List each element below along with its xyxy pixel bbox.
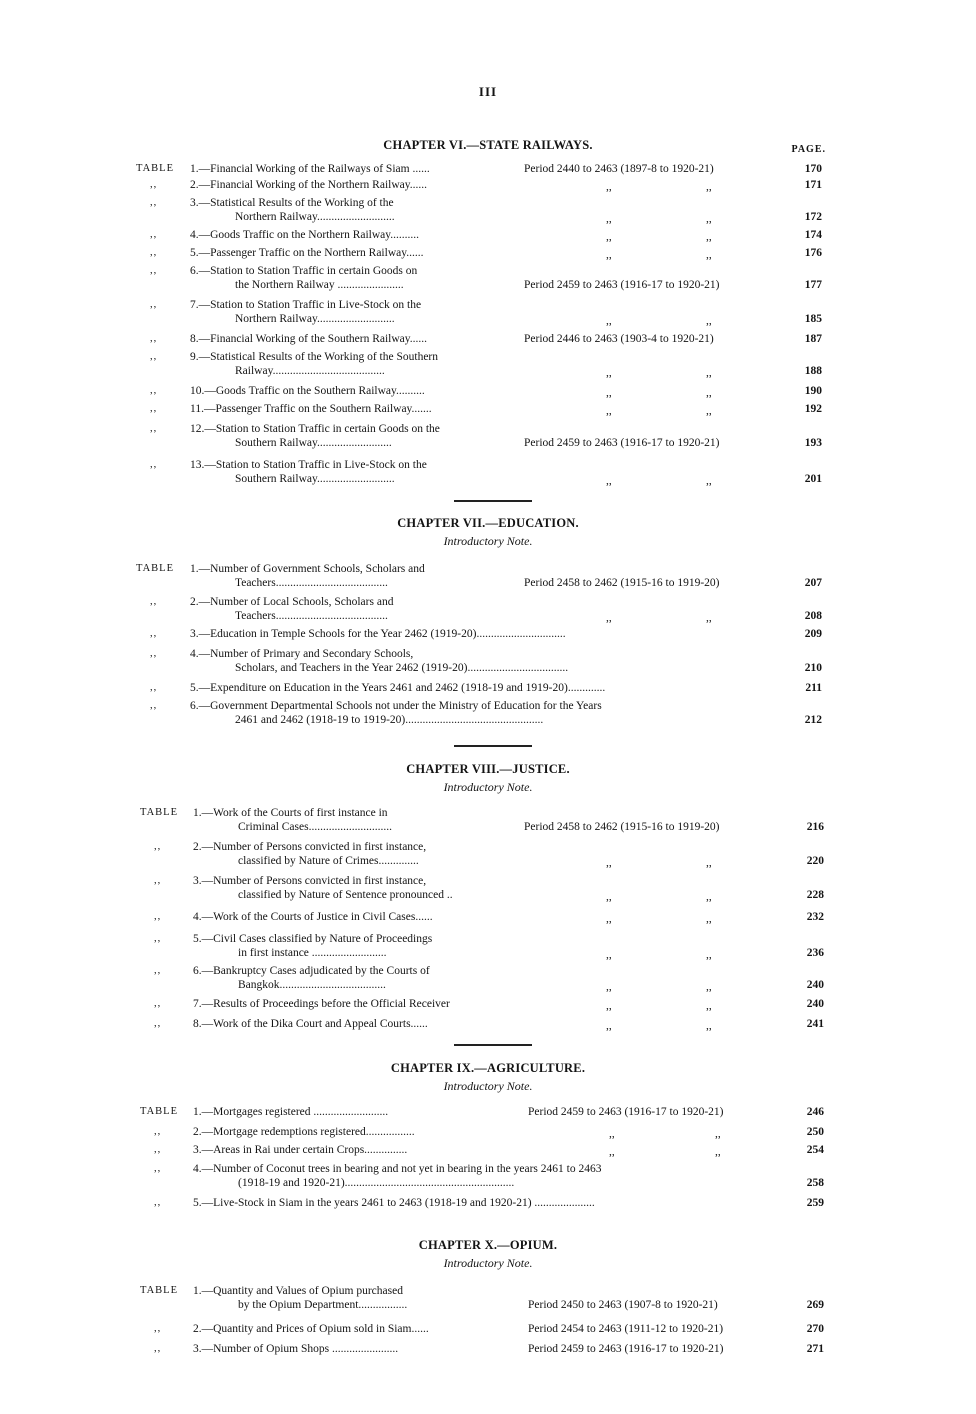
ditto-mark: ,,	[606, 475, 612, 487]
ditto-mark: ,,	[706, 981, 712, 993]
entry-line-continued: Teachers.......................................	[235, 610, 388, 622]
period-range: Period 2454 to 2463 (1911-12 to 1920-21)	[528, 1323, 724, 1335]
chapter-title: CHAPTER VIII.—JUSTICE.	[406, 762, 570, 776]
ditto-mark: ,,	[606, 213, 612, 225]
entry-line: 2.—Number of Local Schools, Scholars and	[190, 596, 394, 608]
period-range: Period 2459 to 2463 (1916-17 to 1920-21)	[528, 1106, 724, 1118]
page-number-ref: 208	[804, 610, 822, 622]
entry-title	[190, 228, 419, 242]
ditto-mark: ,,	[606, 181, 612, 193]
entry-line-continued: Southern Railway..........................	[235, 437, 392, 449]
ditto-mark: ,,	[606, 891, 612, 903]
entry-line: 7.—Station to Station Traffic in Live-Stock on the	[190, 299, 422, 311]
ditto-mark: ,,	[609, 1146, 615, 1158]
ditto-mark: ,,	[715, 1128, 721, 1140]
ditto-mark: ,,	[606, 315, 612, 327]
chapter-title: CHAPTER X.—OPIUM.	[418, 1238, 558, 1252]
entry-title	[193, 840, 426, 868]
entry-line: 4.—Goods Traffic on the Northern Railway..........	[190, 229, 420, 241]
ditto-mark: ,,	[150, 628, 158, 639]
chapter-divider	[454, 1044, 532, 1046]
entry-line-continued: Teachers.......................................	[235, 577, 388, 589]
page-number-ref: 209	[804, 628, 822, 640]
page-number-ref: 176	[804, 247, 822, 259]
chapter-divider	[454, 500, 532, 502]
period-range: Period 2458 to 2462 (1915-16 to 1919-20)	[524, 821, 720, 833]
entry-line: 5.—Passenger Traffic on the Northern Railway......	[190, 247, 424, 259]
entry-title	[190, 402, 432, 416]
ditto-mark: ,,	[609, 1128, 615, 1140]
ditto-mark: ,,	[150, 333, 158, 344]
entry-title	[190, 595, 393, 623]
ditto-mark: ,,	[150, 648, 158, 659]
page-number-ref: 250	[806, 1126, 824, 1138]
ditto-mark: ,,	[150, 700, 158, 711]
ditto-mark: ,,	[606, 949, 612, 961]
page-number-ref: 188	[804, 365, 822, 377]
ditto-mark: ,,	[606, 231, 612, 243]
entry-line: 3.—Areas in Rai under certain Crops...............	[193, 1144, 408, 1156]
entry-title	[190, 681, 605, 695]
period-range: Period 2459 to 2463 (1916-17 to 1920-21)	[524, 437, 720, 449]
introductory-note: Introductory Note.	[443, 534, 533, 548]
entry-title	[190, 178, 427, 192]
ditto-mark: ,,	[150, 596, 158, 607]
entry-line: 1.—Financial Working of the Railways of Siam ......	[190, 163, 430, 175]
chapter-viii-heading	[0, 762, 976, 795]
entry-line-continued: Southern Railway...........................	[235, 473, 395, 485]
chapter-title: CHAPTER VI.—STATE RAILWAYS.	[383, 138, 593, 152]
entry-title	[190, 422, 440, 450]
ditto-mark: ,,	[606, 857, 612, 869]
ditto-mark: ,,	[706, 1020, 712, 1032]
entry-line-continued: Northern Railway...........................	[235, 313, 395, 325]
entry-title	[193, 910, 433, 924]
chapter-ix-heading	[0, 1061, 976, 1094]
entry-line-continued: Bangkok.....................................	[238, 979, 386, 991]
entry-title	[193, 997, 450, 1011]
entry-title	[190, 458, 427, 486]
introductory-note: Introductory Note.	[443, 780, 533, 794]
entry-line-continued: Northern Railway...........................	[235, 211, 395, 223]
ditto-mark: ,,	[154, 841, 162, 852]
ditto-mark: ,,	[150, 299, 158, 310]
ditto-mark: ,,	[150, 423, 158, 434]
entry-title	[190, 562, 425, 590]
page-number-ref: 193	[804, 437, 822, 449]
entry-line: 1.—Number of Government Schools, Scholars and	[190, 563, 425, 575]
table-label: TABLE	[140, 1285, 178, 1296]
entry-line: 6.—Government Departmental Schools not under the Ministry of Education for the Years	[190, 700, 602, 712]
entry-line-continued: classified by Nature of Sentence pronounced ..	[238, 889, 453, 901]
entry-line: 2.—Quantity and Prices of Opium sold in Siam......	[193, 1323, 429, 1335]
ditto-mark: ,,	[706, 1000, 712, 1012]
page-number-ref: 258	[806, 1177, 824, 1189]
page-number-ref: 170	[804, 163, 822, 175]
entry-line: 2.—Mortgage redemptions registered.................	[193, 1126, 415, 1138]
page-number-ref: 177	[804, 279, 822, 291]
table-label: TABLE	[136, 563, 174, 574]
page-number-ref: 271	[806, 1343, 824, 1355]
chapter-title: CHAPTER IX.—AGRICULTURE.	[390, 1061, 586, 1075]
table-label: TABLE	[136, 163, 174, 174]
entry-line: 1.—Quantity and Values of Opium purchased	[193, 1285, 403, 1297]
page-number-ref: 207	[804, 577, 822, 589]
ditto-mark: ,,	[706, 405, 712, 417]
entry-line: 7.—Results of Proceedings before the Official Receiver	[193, 998, 450, 1010]
ditto-mark: ,,	[706, 857, 712, 869]
page-number-ref: 254	[806, 1144, 824, 1156]
entry-title	[193, 1125, 415, 1139]
ditto-mark: ,,	[154, 875, 162, 886]
page-number-ref: 241	[806, 1018, 824, 1030]
period-range: Period 2458 to 2462 (1915-16 to 1919-20)	[524, 577, 720, 589]
ditto-mark: ,,	[154, 1197, 162, 1208]
page-number-ref: 232	[806, 911, 824, 923]
entry-title	[193, 1017, 428, 1031]
page-number: III	[478, 84, 498, 99]
entry-title	[193, 1342, 398, 1356]
period-range: Period 2450 to 2463 (1907-8 to 1920-21)	[528, 1299, 718, 1311]
page-number-ref: 246	[806, 1106, 824, 1118]
period-range: Period 2446 to 2463 (1903-4 to 1920-21)	[524, 333, 714, 345]
ditto-mark: ,,	[606, 387, 612, 399]
entry-line: 12.—Station to Station Traffic in certain Goods on the	[190, 423, 440, 435]
ditto-mark: ,,	[154, 1144, 162, 1155]
ditto-mark: ,,	[154, 965, 162, 976]
introductory-note: Introductory Note.	[443, 1079, 533, 1093]
ditto-mark: ,,	[150, 229, 158, 240]
ditto-mark: ,,	[606, 405, 612, 417]
entry-title	[190, 384, 425, 398]
entry-title	[193, 1143, 407, 1157]
entry-line-continued: the Northern Railway .......................	[235, 279, 404, 291]
ditto-mark: ,,	[706, 913, 712, 925]
entry-title	[193, 806, 392, 834]
entry-line: 6.—Station to Station Traffic in certain Goods on	[190, 265, 418, 277]
entry-line-continued: Railway.......................................	[235, 365, 385, 377]
chapter-title: CHAPTER VII.—EDUCATION.	[397, 516, 579, 530]
ditto-mark: ,,	[706, 367, 712, 379]
ditto-mark: ,,	[606, 913, 612, 925]
entry-line-continued: Criminal Cases.............................	[238, 821, 392, 833]
page-number-ref: 228	[806, 889, 824, 901]
ditto-mark: ,,	[706, 612, 712, 624]
page-column-header: PAGE.	[791, 144, 826, 155]
introductory-note: Introductory Note.	[443, 1256, 533, 1270]
entry-line: 2.—Financial Working of the Northern Railway......	[190, 179, 428, 191]
entry-title	[190, 647, 568, 675]
ditto-mark: ,,	[606, 612, 612, 624]
entry-line-continued: 2461 and 2462 (1918-19 to 1919-20)................................................	[235, 714, 544, 726]
page-number-ref: 240	[806, 979, 824, 991]
page-number-ref: 172	[804, 211, 822, 223]
page-number-ref: 216	[806, 821, 824, 833]
ditto-mark: ,,	[706, 213, 712, 225]
entry-line: 1.—Work of the Courts of first instance in	[193, 807, 388, 819]
ditto-mark: ,,	[154, 933, 162, 944]
entry-line: 3.—Number of Persons convicted in first instance,	[193, 875, 427, 887]
page-number-ref: 190	[804, 385, 822, 397]
page-number-ref: 220	[806, 855, 824, 867]
entry-line: 3.—Number of Opium Shops .......................	[193, 1343, 399, 1355]
entry-title	[193, 1196, 595, 1210]
chapter-vi-title	[0, 138, 976, 153]
entry-title	[190, 264, 417, 292]
page-number-ref: 201	[804, 473, 822, 485]
entry-line: 9.—Statistical Results of the Working of the Southern	[190, 351, 439, 363]
entry-line: 11.—Passenger Traffic on the Southern Railway.......	[190, 403, 432, 415]
entry-title	[190, 350, 438, 378]
ditto-mark: ,,	[606, 367, 612, 379]
entry-line: 4.—Number of Coconut trees in bearing and not yet in bearing in the years 2461 to 2463	[193, 1163, 602, 1175]
ditto-mark: ,,	[706, 475, 712, 487]
ditto-mark: ,,	[706, 891, 712, 903]
ditto-mark: ,,	[606, 249, 612, 261]
entry-line: 5.—Civil Cases classified by Nature of Proceedings	[193, 933, 433, 945]
period-range: Period 2459 to 2463 (1916-17 to 1920-21)	[524, 279, 720, 291]
entry-line-continued: (1918-19 and 1920-21)...........................................................	[238, 1177, 515, 1189]
ditto-mark: ,,	[154, 1126, 162, 1137]
entry-line-continued: Scholars, and Teachers in the Year 2462 (1919-20)...................................	[235, 662, 569, 674]
ditto-mark: ,,	[154, 1343, 162, 1354]
ditto-mark: ,,	[706, 181, 712, 193]
entry-title	[190, 162, 430, 176]
ditto-mark: ,,	[606, 981, 612, 993]
ditto-mark: ,,	[154, 911, 162, 922]
entry-title	[193, 1284, 407, 1312]
entry-title	[190, 699, 602, 727]
entry-line: 8.—Work of the Dika Court and Appeal Courts......	[193, 1018, 428, 1030]
chapter-vii-heading	[0, 516, 976, 549]
ditto-mark: ,,	[715, 1146, 721, 1158]
page-number-ref: 236	[806, 947, 824, 959]
ditto-mark: ,,	[154, 1323, 162, 1334]
entry-line: 2.—Number of Persons convicted in first instance,	[193, 841, 427, 853]
page-number-ref: 210	[804, 662, 822, 674]
entry-line-continued: in first instance ..........................	[238, 947, 387, 959]
table-label: TABLE	[140, 807, 178, 818]
chapter-x-heading	[0, 1238, 976, 1271]
ditto-mark: ,,	[150, 351, 158, 362]
ditto-mark: ,,	[150, 385, 158, 396]
ditto-mark: ,,	[150, 403, 158, 414]
ditto-mark: ,,	[706, 231, 712, 243]
entry-title	[190, 246, 423, 260]
entry-line: 3.—Education in Temple Schools for the Year 2462 (1919-20)...............................	[190, 628, 566, 640]
page-number-ref: 270	[806, 1323, 824, 1335]
ditto-mark: ,,	[154, 1163, 162, 1174]
entry-title	[193, 1322, 429, 1336]
entry-title	[193, 964, 430, 992]
ditto-mark: ,,	[706, 249, 712, 261]
ditto-mark: ,,	[706, 315, 712, 327]
entry-line: 5.—Expenditure on Education in the Years 2461 and 2462 (1918-19 and 1919-20).............	[190, 682, 606, 694]
page-number-ref: 240	[806, 998, 824, 1010]
page-number-ref: 212	[804, 714, 822, 726]
entry-line: 4.—Work of the Courts of Justice in Civil Cases......	[193, 911, 433, 923]
ditto-mark: ,,	[150, 459, 158, 470]
chapter-divider	[454, 745, 532, 747]
entry-title	[190, 332, 427, 346]
ditto-mark: ,,	[150, 682, 158, 693]
entry-line: 6.—Bankruptcy Cases adjudicated by the Courts of	[193, 965, 430, 977]
page-number-ref: 185	[804, 313, 822, 325]
entry-line: 1.—Mortgages registered ..........................	[193, 1106, 389, 1118]
page-number-ref: 174	[804, 229, 822, 241]
entry-title	[190, 627, 566, 641]
entry-line-continued: classified by Nature of Crimes..............	[238, 855, 419, 867]
page-number-ref: 171	[804, 179, 822, 191]
entry-line: 10.—Goods Traffic on the Southern Railway..........	[190, 385, 425, 397]
entry-line: 13.—Station to Station Traffic in Live-Stock on the	[190, 459, 427, 471]
ditto-mark: ,,	[154, 1018, 162, 1029]
ditto-mark: ,,	[606, 1020, 612, 1032]
ditto-mark: ,,	[154, 998, 162, 1009]
entry-title	[193, 874, 453, 902]
entry-title	[190, 196, 395, 224]
page-number-ref: 192	[804, 403, 822, 415]
entry-line: 4.—Number of Primary and Secondary Schools,	[190, 648, 414, 660]
entry-title	[193, 1162, 601, 1190]
page-number-ref: 187	[804, 333, 822, 345]
page-number-ref: 259	[806, 1197, 824, 1209]
entry-line: 3.—Statistical Results of the Working of the	[190, 197, 394, 209]
entry-line-continued: by the Opium Department.................	[238, 1299, 408, 1311]
ditto-mark: ,,	[706, 387, 712, 399]
period-range: Period 2459 to 2463 (1916-17 to 1920-21)	[528, 1343, 724, 1355]
ditto-mark: ,,	[150, 179, 158, 190]
entry-line: 8.—Financial Working of the Southern Railway......	[190, 333, 428, 345]
period-range: Period 2440 to 2463 (1897-8 to 1920-21)	[524, 163, 714, 175]
ditto-mark: ,,	[150, 265, 158, 276]
ditto-mark: ,,	[606, 1000, 612, 1012]
ditto-mark: ,,	[150, 247, 158, 258]
entry-title	[193, 932, 432, 960]
ditto-mark: ,,	[150, 197, 158, 208]
ditto-mark: ,,	[706, 949, 712, 961]
entry-line: 5.—Live-Stock in Siam in the years 2461 to 2463 (1918-19 and 1920-21) .....................	[193, 1197, 595, 1209]
page-number-ref: 211	[805, 682, 822, 694]
table-label: TABLE	[140, 1106, 178, 1117]
page-number-ref: 269	[806, 1299, 824, 1311]
entry-title	[190, 298, 421, 326]
entry-title	[193, 1105, 388, 1119]
